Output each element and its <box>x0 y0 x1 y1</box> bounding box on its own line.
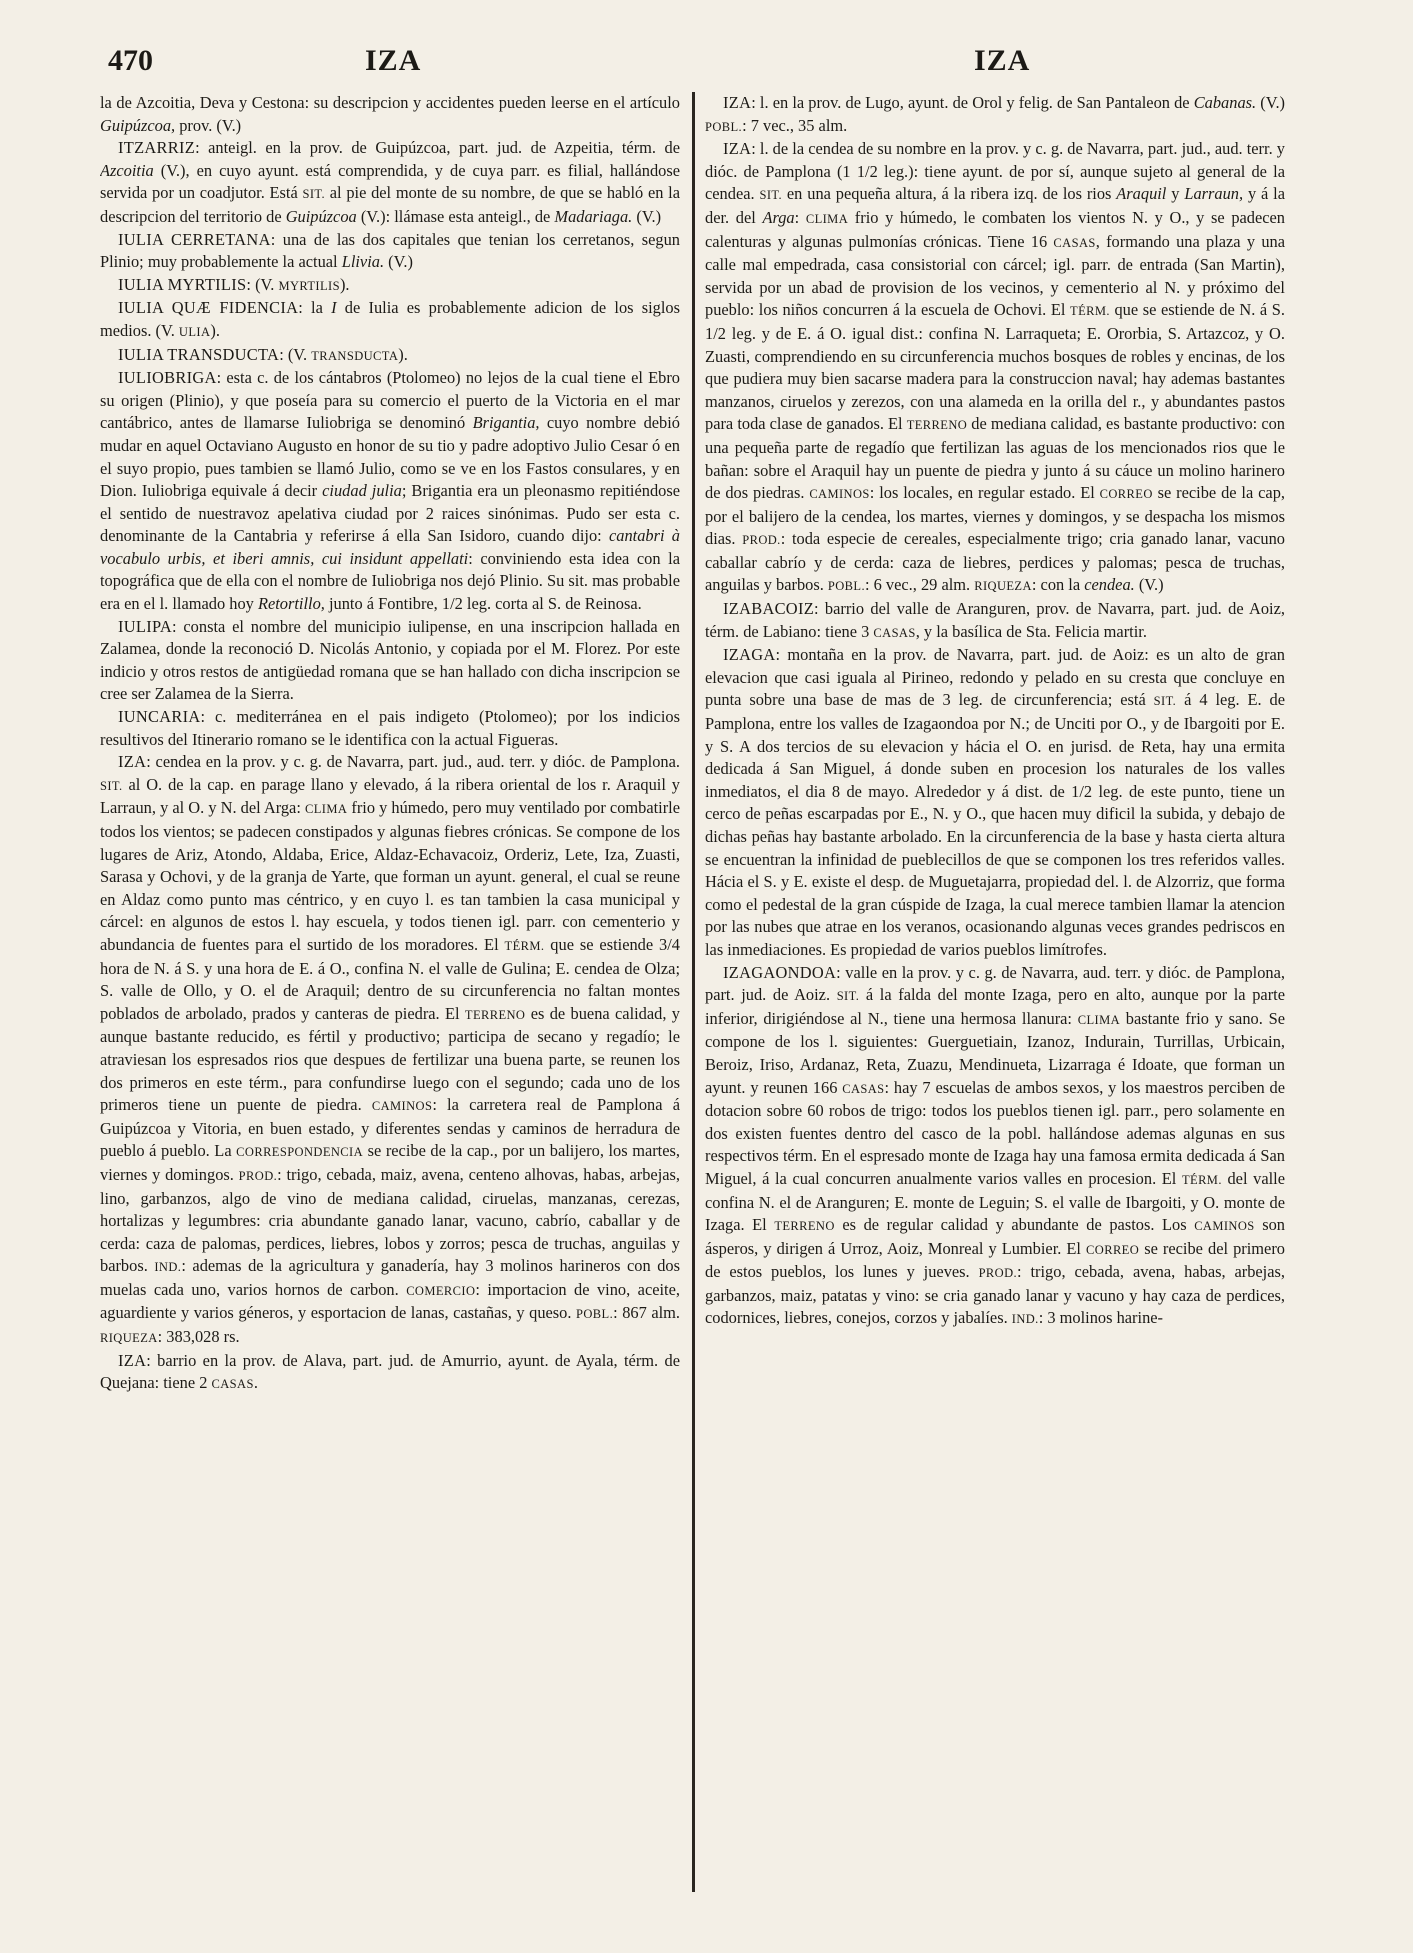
dictionary-entry <box>100 92 680 137</box>
dictionary-entry <box>100 367 680 616</box>
entry-text: que se estiende de N. á S. 1/2 leg. y de E. á O. igual dist.: confina N. Larraqueta; E. Ororbia, S. Artazcoz, y O. Zuasti, comprendiendo en su circunferencia muchos bosques de robles y encinas, de los que pudiera muy bien sacarse madera para la construccion naval; hay ademas bastantes manzanos, ciruelos y zerezos, con una alameda en la orilla del r., y abundantes pastos para toda clase de ganados. El <box>705 300 1285 434</box>
entry-text: (V.) <box>1256 93 1285 112</box>
entry-text: : barrio en la prov. de Alava, part. jud. de Amurrio, ayunt. de Ayala, térm. de Quejana: tiene 2 <box>100 1350 680 1393</box>
entry-headword: IULIA CERRETANA <box>118 229 271 249</box>
entry-text: de Iulia es probablemente adicion de los siglos medios. (V. <box>100 298 680 340</box>
smallcaps-label: TERRENO <box>906 418 968 433</box>
running-head-left: IZA <box>365 44 422 77</box>
smallcaps-label: PROD. <box>978 1266 1018 1281</box>
entry-text: : 6 vec., 29 alm. <box>864 575 975 595</box>
entry-headword: IULIA MYRTILIS <box>118 274 247 294</box>
italic-term: cantabri à vocabulo urbis, et iberi amnis, cui insidunt appellati <box>100 526 680 568</box>
dictionary-entry <box>100 706 680 751</box>
dictionary-entry <box>705 138 1285 598</box>
entry-text: junto á Fontibre, 1/2 leg. corta al S. de Reinosa. <box>324 594 642 614</box>
smallcaps-label: PROD. <box>742 533 781 548</box>
entry-headword: IZA <box>118 1350 147 1370</box>
entry-text: : con la <box>1031 575 1085 595</box>
smallcaps-label: RIQUEZA <box>100 1331 158 1346</box>
entry-headword: IZAGAONDOA <box>723 962 837 982</box>
entry-text: ). <box>398 344 408 364</box>
entry-text: : anteigl. en la prov. de Guipúzcoa, part. jud. de Azpeitia, térm. de <box>195 138 680 158</box>
entry-text: se recibe de la cap, por el balijero de la cendea, los martes, viernes y domingos, y se despacha los mismos dias. <box>705 483 1285 549</box>
entry-text: : 867 alm. <box>613 1303 680 1323</box>
entry-text: ; Brigantia era un pleonasmo repitiéndose el sentido de nuestravoz apelativa ciudad por 2 raices sinónimas. Pudo ser esta c. denominante de la Cantabria y referirse á ella San Isidoro, cuando dijo: <box>100 481 680 546</box>
dictionary-entry <box>100 616 680 706</box>
entry-text: á la falda del monte Izaga, pero en alto, aunque por la parte inferior, dirigiéndose al N., tiene una hermosa llanura: <box>705 985 1285 1028</box>
entry-text: á 4 leg. E. de Pamplona, entre los valles de Izagaondoa por N.; de Unciti por O., y de Ibargoiti por E. y S. A dos tercios de su elevacion y hácia el O. en jurisd. de Reta, hay una ermita dedicada á San Miguel, á donde suben en procesion los naturales de los valles inmediatos, el dia 8 de mayo. Alrededor y á dist. de 1/2 leg. de este punto, tiene un cerco de peñas escarpadas por E., N. y O., que hacen muy dificil la subida, y debajo de dichas peñas hay bastante arbolado. En la circunferencia de la base y hasta cierta altura se encuentran la infinidad de pueblecillos de que se componen los tres referidos valles. Hácia el S. y E. existe el desp. de Muguetajarra, propiedad del. l. de Alzorriz, que forma como el pedestal de la gran cúspide de Izaga, la cual merece tambien llamar la atencion por las nubes que atrae en los veranos, ocasionando algunas veces grandes pedriscos en las inmediaciones. Es propiedad de varios pueblos limítrofes. <box>705 690 1285 959</box>
entry-text: cuyo nombre debió mudar en aquel Octaviano Augusto en honor de su tio y padre adoptivo Julio Cesar ó en el suyo propio, pues tambien se llamó Julio, como se ve en los Fastos consulares, y en Dion. Iuliobriga equivale á decir <box>100 413 680 501</box>
entry-text: ). <box>339 274 350 294</box>
smallcaps-label: COMERCIO <box>406 1283 476 1298</box>
entry-text: : hay 7 escuelas de ambos sexos, y los maestros perciben de dotacion sobre 60 robos de trigo: todos los pueblos tienen igl. parr., pero solamente en dos existen fuentes dentro del casco de la pobl. hallándose ademas algunas en sus respectivos térm. En el espresado monte de Izaga hay una famosa ermita dedicada á San Miguel, á la cual concurren anualmente varios valles en procesion. El <box>705 1077 1285 1188</box>
entry-headword: IULIA QUÆ FIDENCIA <box>118 298 299 318</box>
entry-text: : l. de la cendea de su nombre en la prov. y c. g. de Navarra, part. jud., aud. terr. y dióc. de Pamplona (1 1/2 leg.): tiene ayunt. de por sí, aunque sujeto al general de la cendea. <box>705 139 1285 204</box>
entry-headword: IZA <box>723 93 752 112</box>
smallcaps-label: TÉRM. <box>1182 1172 1222 1187</box>
entry-text: : l. en la prov. de Lugo, ayunt. de Orol y felig. de San Pantaleon de <box>751 93 1194 112</box>
running-head-right: IZA <box>974 44 1031 77</box>
entry-text: : c. mediterránea en el pais indigeto (Ptolomeo); por los indicios resultivos del Itinerario romano se le identifica con la actual Figueras. <box>100 707 680 749</box>
italic-term: Retortillo, <box>257 594 325 614</box>
smallcaps-label: MYRTILIS <box>278 278 340 293</box>
entry-text: y á la der. del <box>705 184 1285 227</box>
dictionary-entry <box>100 229 680 274</box>
entry-text: al O. de la cap. en parage llano y elevado, á la ribera oriental de los r. Araquil y Larraun, y al O. y N. del Arga: <box>100 774 680 818</box>
entry-text: : barrio del valle de Aranguren, prov. de Navarra, part. jud. de Aoiz, térm. de Labiano: tiene 3 <box>705 599 1285 641</box>
entry-text: , y la basílica de Sta. Felicia martir. <box>915 621 1147 641</box>
smallcaps-label: IND. <box>154 1260 182 1275</box>
entry-text: (V.) <box>384 252 413 272</box>
entry-text: : (V. <box>246 274 279 294</box>
entry-text: la de Azcoitia, Deva y Cestona: su descripcion y accidentes pueden leerse en el artículo <box>100 93 680 112</box>
entry-text: , formando una plaza y una calle mal empedrada, casa consistorial con cárcel; igl. parr. de entrada (San Martin), servida por un abad de provision de los vecinos, y cementerio al N. y próximo del pueblo: los niños concurren á la escuela de Ochovi. El <box>705 231 1285 320</box>
entry-headword: IULIA TRANSDUCTA <box>118 344 280 364</box>
italic-term: Guipúzcoa, <box>100 115 176 135</box>
smallcaps-label: CORRESPONDENCIA <box>236 1145 364 1160</box>
entry-text: : 3 molinos harine- <box>1038 1308 1163 1328</box>
entry-headword: IZABACOIZ <box>723 599 815 619</box>
dictionary-entry <box>705 598 1285 644</box>
entry-text: frio y húmedo, pero muy ventilado por combatirle todos los vientos; se padecen constipados y algunas fiebres crónicas. Se compone de los lugares de Ariz, Atondo, Aldaba, Erice, Aldaz-Echavacoiz, Orderiz, Lete, Iza, Zuasti, Sarasa y Ochovi, y de la granja de Yarte, que forman un ayunt. general, el cual se reune en Aldaz como punto mas céntrico, y en cuyo l. es tan tambien la casa municipal y cárcel: en algunos de estos l. hay escuela, y todos tienen igl. parr. con cementerio y abundancia de fuentes para el surtido de los moradores. El <box>100 798 680 954</box>
dictionary-entry <box>100 274 680 298</box>
entry-text: : cendea en la prov. y c. g. de Navarra, part. jud., aud. terr. y dióc. de Pamplona. <box>146 752 680 772</box>
italic-term: Araquil <box>1116 184 1167 204</box>
entry-text: . <box>253 1373 258 1393</box>
smallcaps-label: CAMINOS <box>1194 1219 1255 1234</box>
entry-text: : esta c. de los cántabros (Ptolomeo) no lejos de la cual tiene el Ebro su origen (Plinio), y que poseía para su comercio el puerto de la Victoria en el mar cantábrico, antes de llamarse Iuliobriga se denominó <box>100 368 680 433</box>
smallcaps-label: CASAS <box>1053 235 1096 250</box>
entry-text: : valle en la prov. y c. g. de Navarra, aud. terr. y dióc. de Pamplona, part. jud. de Aoiz. <box>705 962 1285 1005</box>
smallcaps-label: SIT. <box>100 778 123 793</box>
italic-term: Madariaga. <box>554 206 633 226</box>
smallcaps-label: POBL. <box>827 579 865 594</box>
entry-headword: IULIPA <box>118 616 173 636</box>
smallcaps-label: CASAS <box>211 1377 254 1392</box>
smallcaps-label: CAMINOS <box>809 487 870 502</box>
entry-text: : los locales, en regular estado. El <box>869 483 1100 503</box>
entry-text: en una pequeña altura, á la ribera izq. de los rios <box>782 184 1117 204</box>
smallcaps-label: SIT. <box>1153 694 1177 709</box>
smallcaps-label: SIT. <box>302 187 326 202</box>
entry-text: : 383,028 rs. <box>157 1327 240 1347</box>
entry-text: y <box>1166 184 1185 204</box>
entry-text: : trigo, cebada, avena, habas, arbejas, garbanzos, maiz, patatas y vino: se cria ganado lanar y vacuno y hay caza de perdices, codornices, liebres, conejos, corzos y jabalíes. <box>705 1262 1285 1328</box>
right-column <box>705 92 1285 1862</box>
smallcaps-label: CORREO <box>1099 487 1153 502</box>
smallcaps-label: CLIMA <box>304 802 348 817</box>
italic-term: I <box>331 298 337 318</box>
entry-text: prov. (V.) <box>175 115 242 135</box>
italic-term: Cabanas. <box>1193 93 1257 112</box>
entry-text: es de regular calidad y abundante de pastos. Los <box>834 1215 1195 1235</box>
dictionary-entry <box>705 962 1285 1332</box>
entry-text: (V.): llámase esta anteigl., de <box>356 206 555 226</box>
dictionary-entry <box>100 297 680 343</box>
entry-text: : toda especie de cereales, especialmente trigo; cria ganado lanar, vacuno caballar cabrío y de cerda: caza de liebres, perdices y palomas; pesca de truchas, anguilas y barbos. <box>705 529 1285 595</box>
dictionary-entry <box>100 751 680 1349</box>
smallcaps-label: CAMINOS <box>371 1099 433 1114</box>
italic-term: Guipúzcoa <box>285 206 357 226</box>
entry-text: : la carretera real de Pamplona á Guipúzcoa y Vitoria, en buen estado, y diferentes sendas y caminos de herradura de pueblo á pueblo. La <box>100 1095 680 1161</box>
entry-text: : consta el nombre del municipio iulipense, en una inscripcion hallada en Zalamea, donde la reconoció D. Nicolás Antonio, y copiada por el M. Florez. Por este indicio y otros restos de antigüedad romana que se han hallado con dicha inscripcion se cree ser Zalamea de la Sierra. <box>100 616 680 704</box>
entry-text: : <box>794 207 806 227</box>
dictionary-entry <box>705 92 1285 138</box>
smallcaps-label: PROD. <box>238 1168 278 1183</box>
entry-text: frio y húmedo, le combaten los vientos N. y O., y se padecen calenturas y algunas pulmonías crónicas. Tiene 16 <box>705 207 1285 251</box>
smallcaps-label: CLIMA <box>805 211 849 226</box>
entry-text: : (V. <box>279 344 312 364</box>
entry-headword: IULIOBRIGA <box>118 368 217 388</box>
dictionary-entry <box>100 344 680 368</box>
entry-text: (V.) <box>1134 575 1164 595</box>
italic-term: Brigantia, <box>472 413 540 433</box>
smallcaps-label: TERRENO <box>774 1219 835 1234</box>
entry-text: : montaña en la prov. de Navarra, part. jud. de Aoiz: es un alto de gran elevacion que casi iguala al Pirineo, redondo y pelado en su cresta que concluye en punta sobre una base de mas de 3 leg. de circunferencia; está <box>705 645 1285 710</box>
smallcaps-label: POBL. <box>576 1307 614 1322</box>
entry-headword: IZA <box>723 139 752 159</box>
italic-term: cendea. <box>1084 575 1135 595</box>
entry-headword: ITZARRIZ <box>118 138 196 158</box>
entry-text: al pie del monte de su nombre, de que se habló en la descripcion del territorio de <box>100 183 680 226</box>
entry-text: se recibe del primero de estos pueblos, los lunes y jueves. <box>705 1238 1285 1282</box>
entry-text: ). <box>210 320 220 340</box>
smallcaps-label: TÉRM. <box>1070 304 1110 319</box>
smallcaps-label: ULIA <box>178 324 211 339</box>
italic-term: ciudad julia <box>322 481 402 501</box>
entry-text: que se estiende 3/4 hora de N. á S. y una hora de E. á O., confina N. el valle de Gulina; E. cendea de Olza; S. valle de Ollo, y O. el de Araquil; dentro de su circunferencia no faltan montes poblados de arbolado, prados y canteras de piedra. El <box>100 934 680 1023</box>
left-column <box>100 92 680 1862</box>
entry-headword: IZA <box>118 752 147 772</box>
entry-text: : ademas de la agricultura y ganadería, hay 3 molinos harineros con dos muelas cada uno, varios hornos de carbon. <box>100 1256 680 1299</box>
smallcaps-label: CORREO <box>1086 1242 1140 1257</box>
entry-text: del valle confina N. el de Aranguren; E. monte de Leguin; S. el valle de Ibargoiti, y O. monte de Izaga. El <box>705 1168 1285 1235</box>
entry-text: : 7 vec., 35 alm. <box>742 115 848 135</box>
smallcaps-label: CLIMA <box>1077 1012 1121 1027</box>
smallcaps-label: SIT. <box>836 989 860 1004</box>
entry-text: de mediana calidad, es bastante productivo: con una pequeña parte de regadío que fertilizan las aguas de los mencionados rios que le bañan: sobre el Araquil hay un puente de piedra y junto á su cáuce un molino harinero de dos piedras. <box>705 414 1285 503</box>
smallcaps-label: RIQUEZA <box>974 579 1032 594</box>
entry-text: : importacion de vino, aceite, aguardiente y varios géneros, y esportacion de lanas, castañas, y queso. <box>100 1279 680 1323</box>
page-header <box>0 44 1413 84</box>
page-number: 470 <box>108 44 153 77</box>
dictionary-entry <box>100 1350 680 1396</box>
dictionary-entry <box>100 137 680 228</box>
entry-text: son ásperos, y dirigen á Urroz, Aoiz, Monreal y Lumbier. El <box>705 1215 1285 1258</box>
italic-term: Arga <box>762 207 795 227</box>
smallcaps-label: POBL. <box>705 119 743 134</box>
italic-term: Llivia. <box>341 252 385 272</box>
entry-text: : trigo, cebada, maiz, avena, centeno alhovas, habas, arbejas, lino, garbanzos, algo de vino de mediana calidad, ciruelas, manzanas, cerezas, hortalizas y legumbres: cria abundante ganado lanar, vacuno, cabrío, caballar y de cerda: caza de palomas, perdices, liebres, lobos y zorros; pesca de truchas, anguilas y barbos. <box>100 1164 680 1276</box>
entry-text: (V.) <box>632 206 662 226</box>
smallcaps-label: CASAS <box>842 1081 885 1096</box>
entry-text: : una de las dos capitales que tenian los cerretanos, segun Plinio; muy probablemente la actual <box>100 229 680 272</box>
italic-term: Azcoitia <box>100 160 154 180</box>
entry-headword: IUNCARIA <box>118 707 201 727</box>
column-divider <box>692 92 695 1892</box>
smallcaps-label: TRANSDUCTA <box>311 348 399 363</box>
smallcaps-label: TÉRM. <box>504 938 545 953</box>
entry-text: bastante frio y sano. Se compone de los l. siguientes: Guerguetiain, Izanoz, Indurain, Turrillas, Urbicain, Beroiz, Iriso, Ardanaz, Reta, Zuazu, Mendinueta, Lizarraga é Idoate, que forman un ayunt. y reunen 166 <box>705 1008 1285 1097</box>
entry-text: : la <box>298 298 332 318</box>
italic-term: Larraun, <box>1184 184 1244 204</box>
entry-text: (V.), en cuyo ayunt. está comprendida, y de cuya parr. es filial, hallándose servida por un coadjutor. Está <box>100 160 680 203</box>
smallcaps-label: TERRENO <box>464 1007 526 1022</box>
smallcaps-label: IND. <box>1011 1312 1039 1327</box>
dictionary-entry <box>705 644 1285 961</box>
entry-text: : conviniendo esta idea con la topográfica que de ella con el nombre de Iuliobriga nos dejó Plinio. Su sit. mas probable era en el l. llamado hoy <box>100 548 680 614</box>
entry-headword: IZAGA <box>723 645 776 665</box>
smallcaps-label: SIT. <box>759 188 783 203</box>
entry-text: es de buena calidad, y aunque bastante reducido, es fértil y productivo; participa de secano y regadío; le atraviesan los espresados rios que despues de fertilizar una buena parte, se reunen los dos primeros en este térm., para confundirse luego con el segundo; cada uno de los primeros tiene un puente de piedra. <box>100 1003 680 1115</box>
smallcaps-label: CASAS <box>873 625 916 640</box>
entry-text: se recibe de la cap., por un balijero, los martes, viernes y domingos. <box>100 1141 680 1184</box>
